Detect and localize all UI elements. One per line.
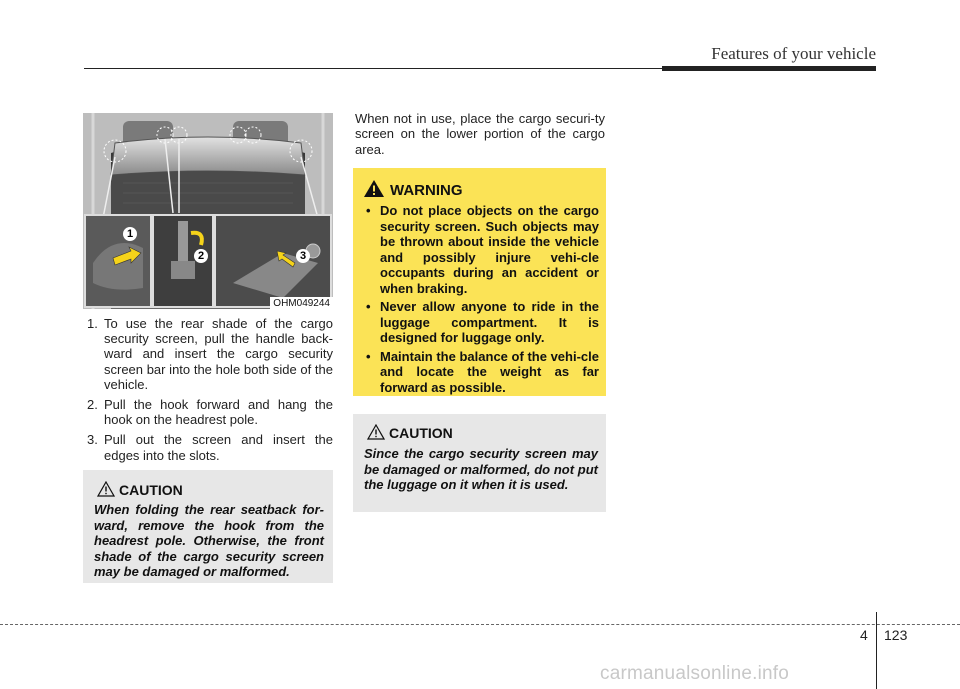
warning-item: • Maintain the balance of the vehi-cle and locate the weight as far forward as possible. — [366, 348, 599, 395]
figure-code: OHM049244 — [270, 297, 333, 309]
caution-text: Since the cargo security screen may be damaged or malformed, do not put the luggage on it when it is used. — [364, 446, 598, 492]
warning-list — [361, 203, 599, 398]
warning-item: • Do not place objects on the cargo security screen. Such objects may be thrown about inside the vehicle and possibly injure vehi-cle occupants during an accident or when braking. — [366, 203, 599, 296]
warning-item: • Never allow anyone to ride in the luggage compartment. It is designed for luggage only. — [366, 299, 599, 345]
callout-3: 3 — [296, 249, 310, 263]
header-rule-accent — [662, 66, 876, 71]
warning-heading — [363, 179, 463, 199]
cargo-screen-illustration — [83, 113, 333, 309]
step-number: 1. — [87, 316, 98, 331]
header-rule — [84, 68, 664, 69]
warning-triangle-icon — [363, 179, 385, 198]
footer-divider — [876, 612, 877, 689]
caution-title: CAUTION — [389, 425, 453, 441]
instruction-steps — [87, 316, 333, 468]
caution-box-rear-seatback — [83, 470, 333, 583]
step-item — [87, 316, 333, 392]
caution-text: When folding the rear seatback for-ward, remove the hook from the headrest pole. Otherwise, the front shade of the cargo security screen may be damaged or malformed. — [94, 502, 324, 579]
page-number: 123 — [884, 627, 908, 643]
step-item — [87, 397, 333, 427]
caution-heading — [367, 424, 453, 441]
warning-item-text: Do not place objects on the cargo security screen. Such objects may be thrown about inside the vehicle and possibly injure vehi-cle occupants during an accident or when braking. — [380, 203, 599, 296]
callout-1: 1 — [123, 227, 137, 241]
section-number: 4 — [860, 627, 868, 643]
warning-title: WARNING — [390, 182, 463, 199]
caution-triangle-icon — [97, 481, 115, 497]
footer-rule — [0, 624, 960, 625]
caution-box-screen-load — [353, 414, 606, 512]
section-header-title: Features of your vehicle — [711, 44, 876, 63]
step-text: Pull out the screen and insert the edges into the slots. — [104, 432, 333, 463]
step-item — [87, 432, 333, 462]
callout-2: 2 — [194, 249, 208, 263]
warning-item-text: Maintain the balance of the vehi-cle and locate the weight as far forward as possible. — [380, 348, 599, 395]
warning-item-text: Never allow anyone to ride in the luggage compartment. It is designed for luggage only. — [380, 299, 599, 345]
cargo-area-drawing — [83, 113, 333, 309]
caution-triangle-icon — [367, 424, 385, 440]
step-number: 3. — [87, 432, 98, 448]
caution-title: CAUTION — [119, 482, 183, 498]
watermark: carmanualsonline.info — [600, 663, 790, 684]
step-text: Pull the hook forward and hang the hook on the headrest pole. — [104, 397, 333, 428]
warning-box — [353, 168, 606, 396]
storage-intro-paragraph: When not in use, place the cargo securi-ty screen on the lower portion of the cargo area. — [355, 111, 605, 157]
step-number: 2. — [87, 397, 98, 413]
caution-heading — [97, 481, 183, 498]
step-text: To use the rear shade of the cargo security screen, pull the handle back-ward and insert the cargo security screen bar into the hole both side of the vehicle. — [104, 316, 333, 392]
